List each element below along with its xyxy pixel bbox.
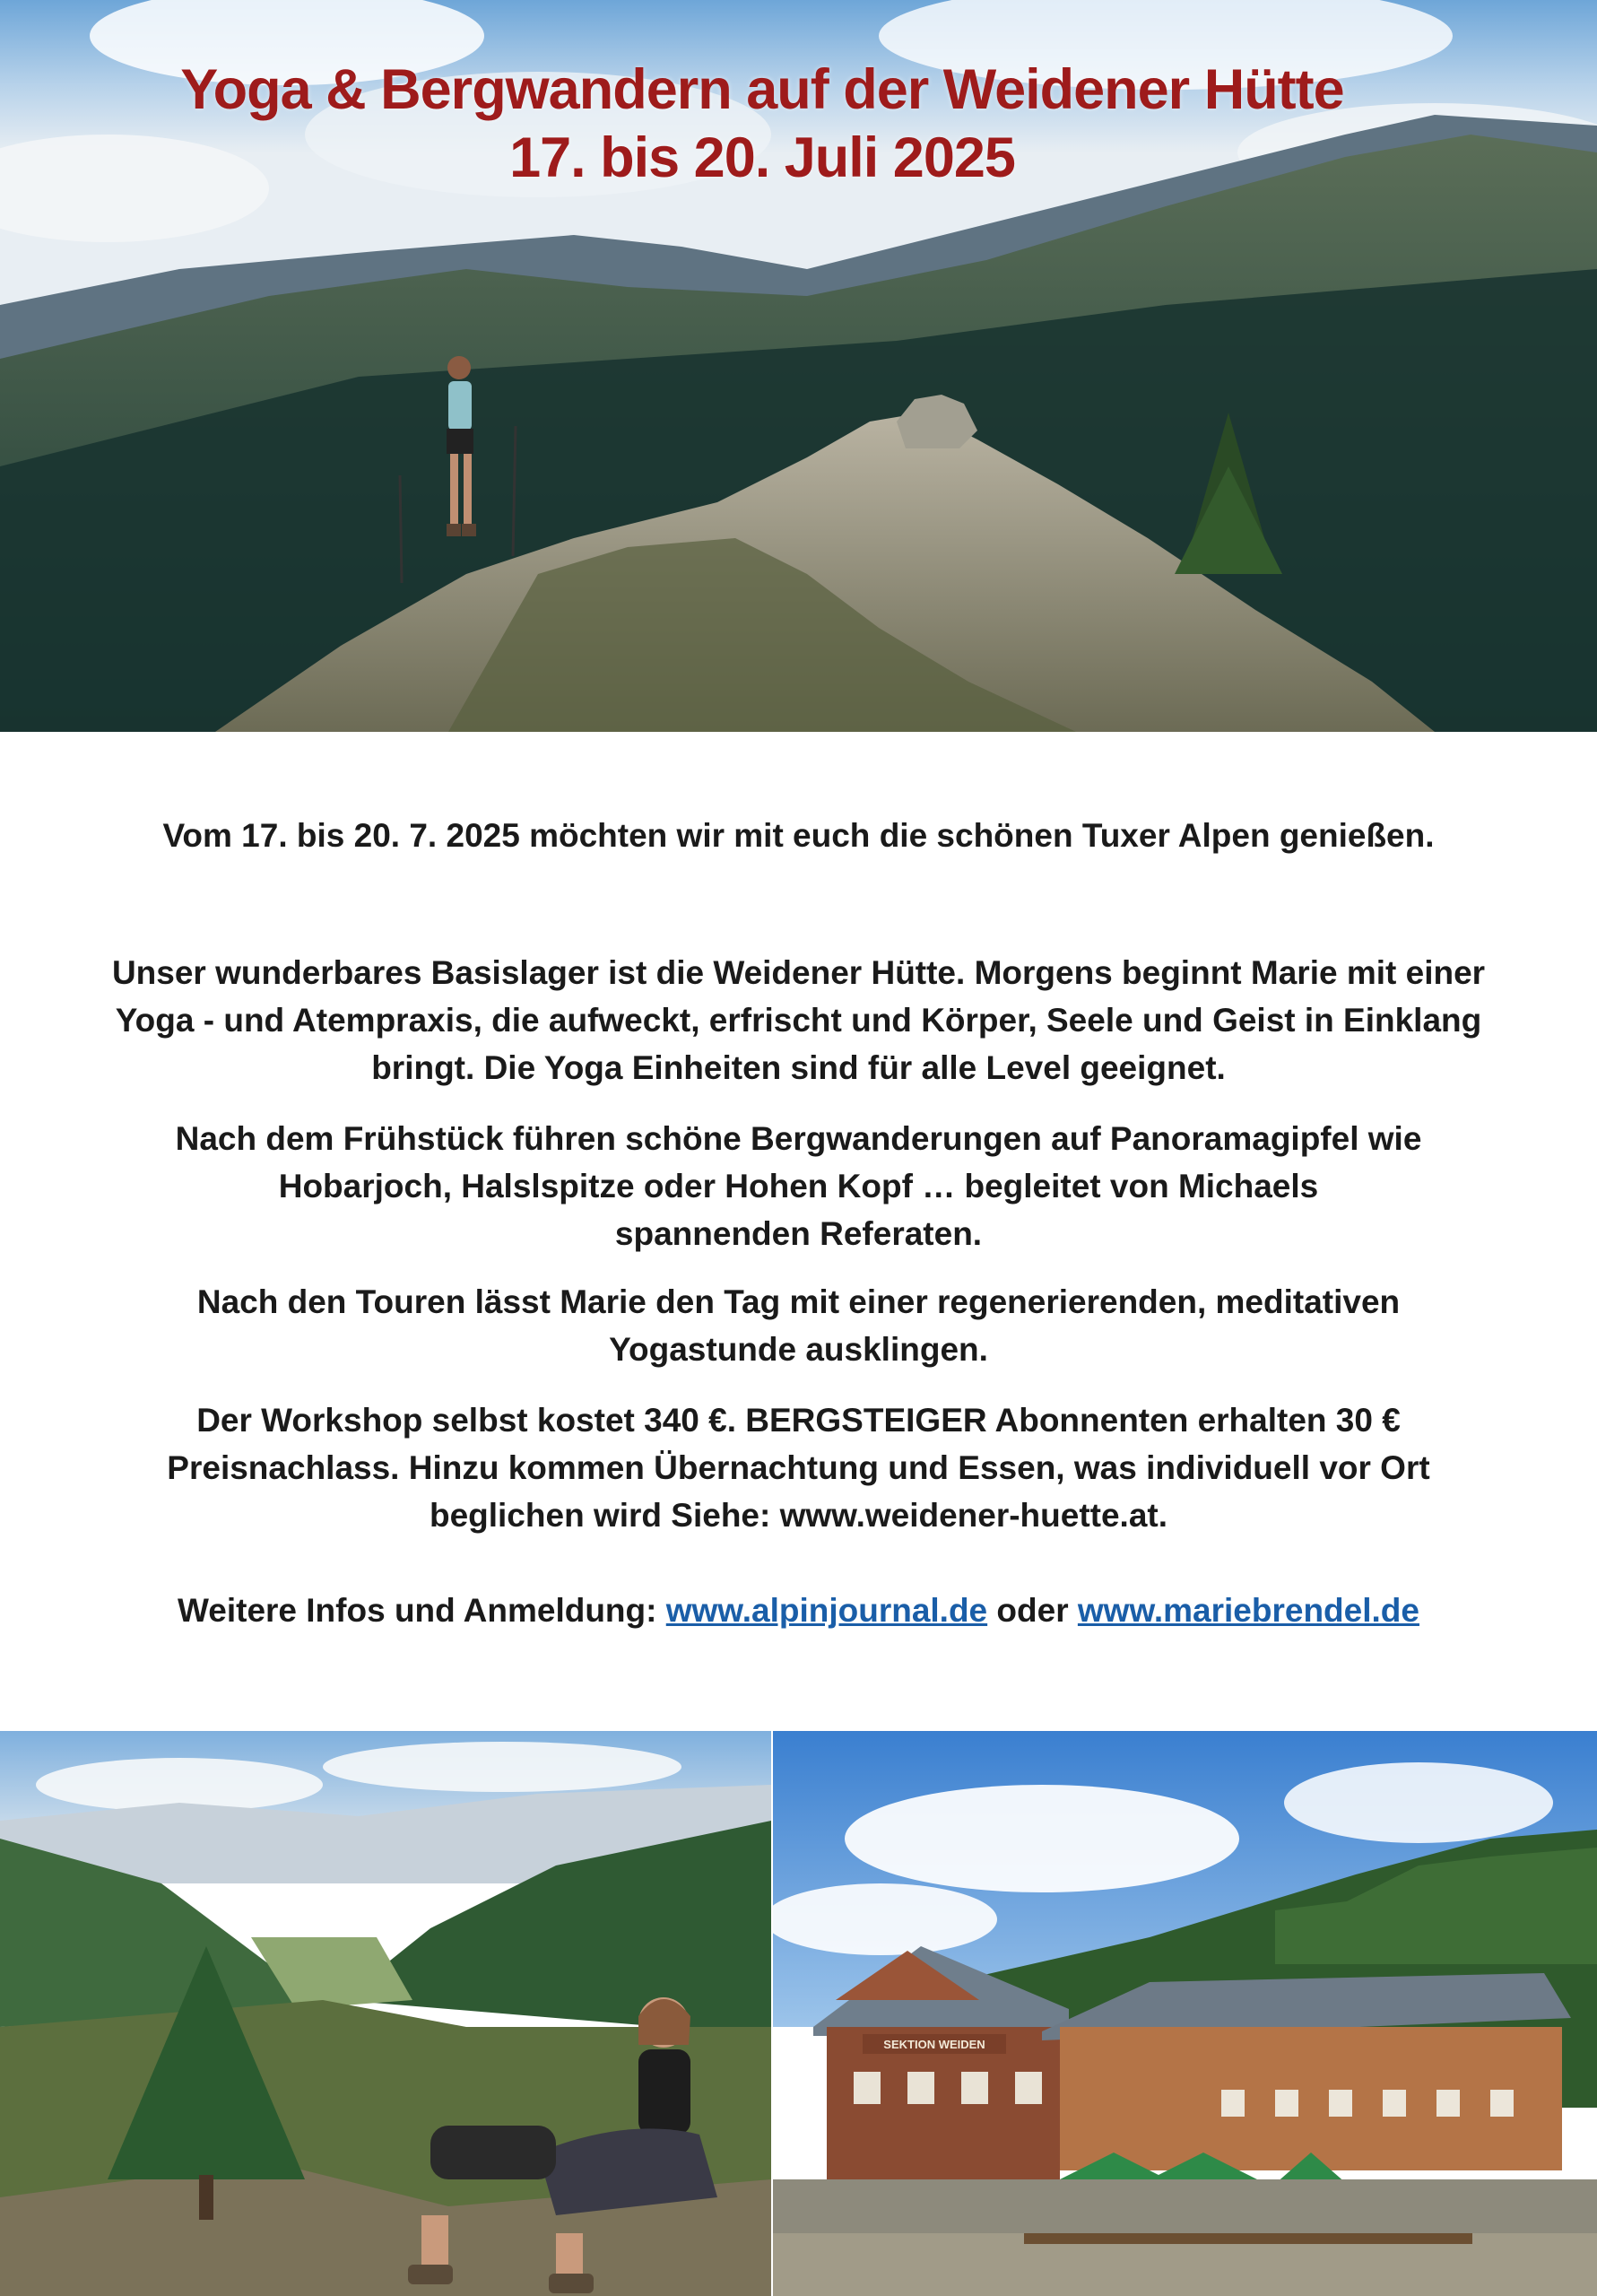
basecamp-paragraph	[0, 949, 1597, 1091]
info-or: oder	[987, 1592, 1078, 1629]
evening-line1: Nach den Touren lässt Marie den Tag mit einer regenerierenden, meditativen	[196, 1283, 1401, 1320]
price-line2: Preisnachlass. Hinzu kommen Übernachtung und Essen, was individuell vor Ort	[167, 1449, 1430, 1486]
hiking-line3: spannenden Referaten.	[614, 1215, 983, 1252]
hiking-line1: Nach dem Frühstück führen schöne Bergwanderungen auf Panoramagipfel wie	[175, 1120, 1422, 1157]
basecamp-line3: bringt. Die Yoga Einheiten sind für alle Level geeignet.	[371, 1049, 1226, 1086]
photo-woman-resting	[0, 1731, 771, 2296]
basecamp-line1: Unser wunderbares Basislager ist die Weidener Hütte. Morgens beginnt Marie mit einer	[111, 954, 1486, 991]
price-line3: beglichen wird Siehe: www.weidener-huette.at.	[429, 1497, 1168, 1534]
info-prefix: Weitere Infos und Anmeldung:	[178, 1592, 666, 1629]
hiking-line2: Hobarjoch, Halslspitze oder Hohen Kopf … begleitet von Michaels	[278, 1168, 1319, 1205]
price-paragraph	[0, 1396, 1597, 1539]
hero-photo	[0, 0, 1597, 732]
valley-photo-illustration	[0, 1731, 771, 2296]
intro-paragraph	[0, 812, 1597, 859]
mariebrendel-link[interactable]: www.mariebrendel.de	[1077, 1592, 1419, 1629]
hut-photo-illustration	[773, 1731, 1597, 2296]
event-title	[0, 56, 1524, 192]
evening-line2: Yogastunde ausklingen.	[609, 1331, 988, 1368]
hiking-paragraph	[0, 1115, 1597, 1257]
intro-text: Vom 17. bis 20. 7. 2025 möchten wir mit euch die schönen Tuxer Alpen genießen.	[162, 817, 1435, 854]
event-title-line1: Yoga & Bergwandern auf der Weidener Hütte	[180, 58, 1344, 121]
photo-weidener-huette	[773, 1731, 1597, 2296]
event-date: 17. bis 20. Juli 2025	[509, 126, 1015, 189]
evening-yoga-paragraph	[0, 1278, 1597, 1373]
basecamp-line2: Yoga - und Atempraxis, die aufweckt, erfrischt und Körper, Seele und Geist in Einklang	[115, 1002, 1482, 1039]
hut-sign-text: SEKTION WEIDEN	[883, 2038, 985, 2051]
info-paragraph	[0, 1587, 1597, 1634]
info-line	[0, 1587, 1597, 1634]
alpinjournal-link[interactable]: www.alpinjournal.de	[665, 1592, 988, 1629]
price-line1: Der Workshop selbst kostet 340 €. BERGSTEIGER Abonnenten erhalten 30 €	[196, 1402, 1401, 1439]
